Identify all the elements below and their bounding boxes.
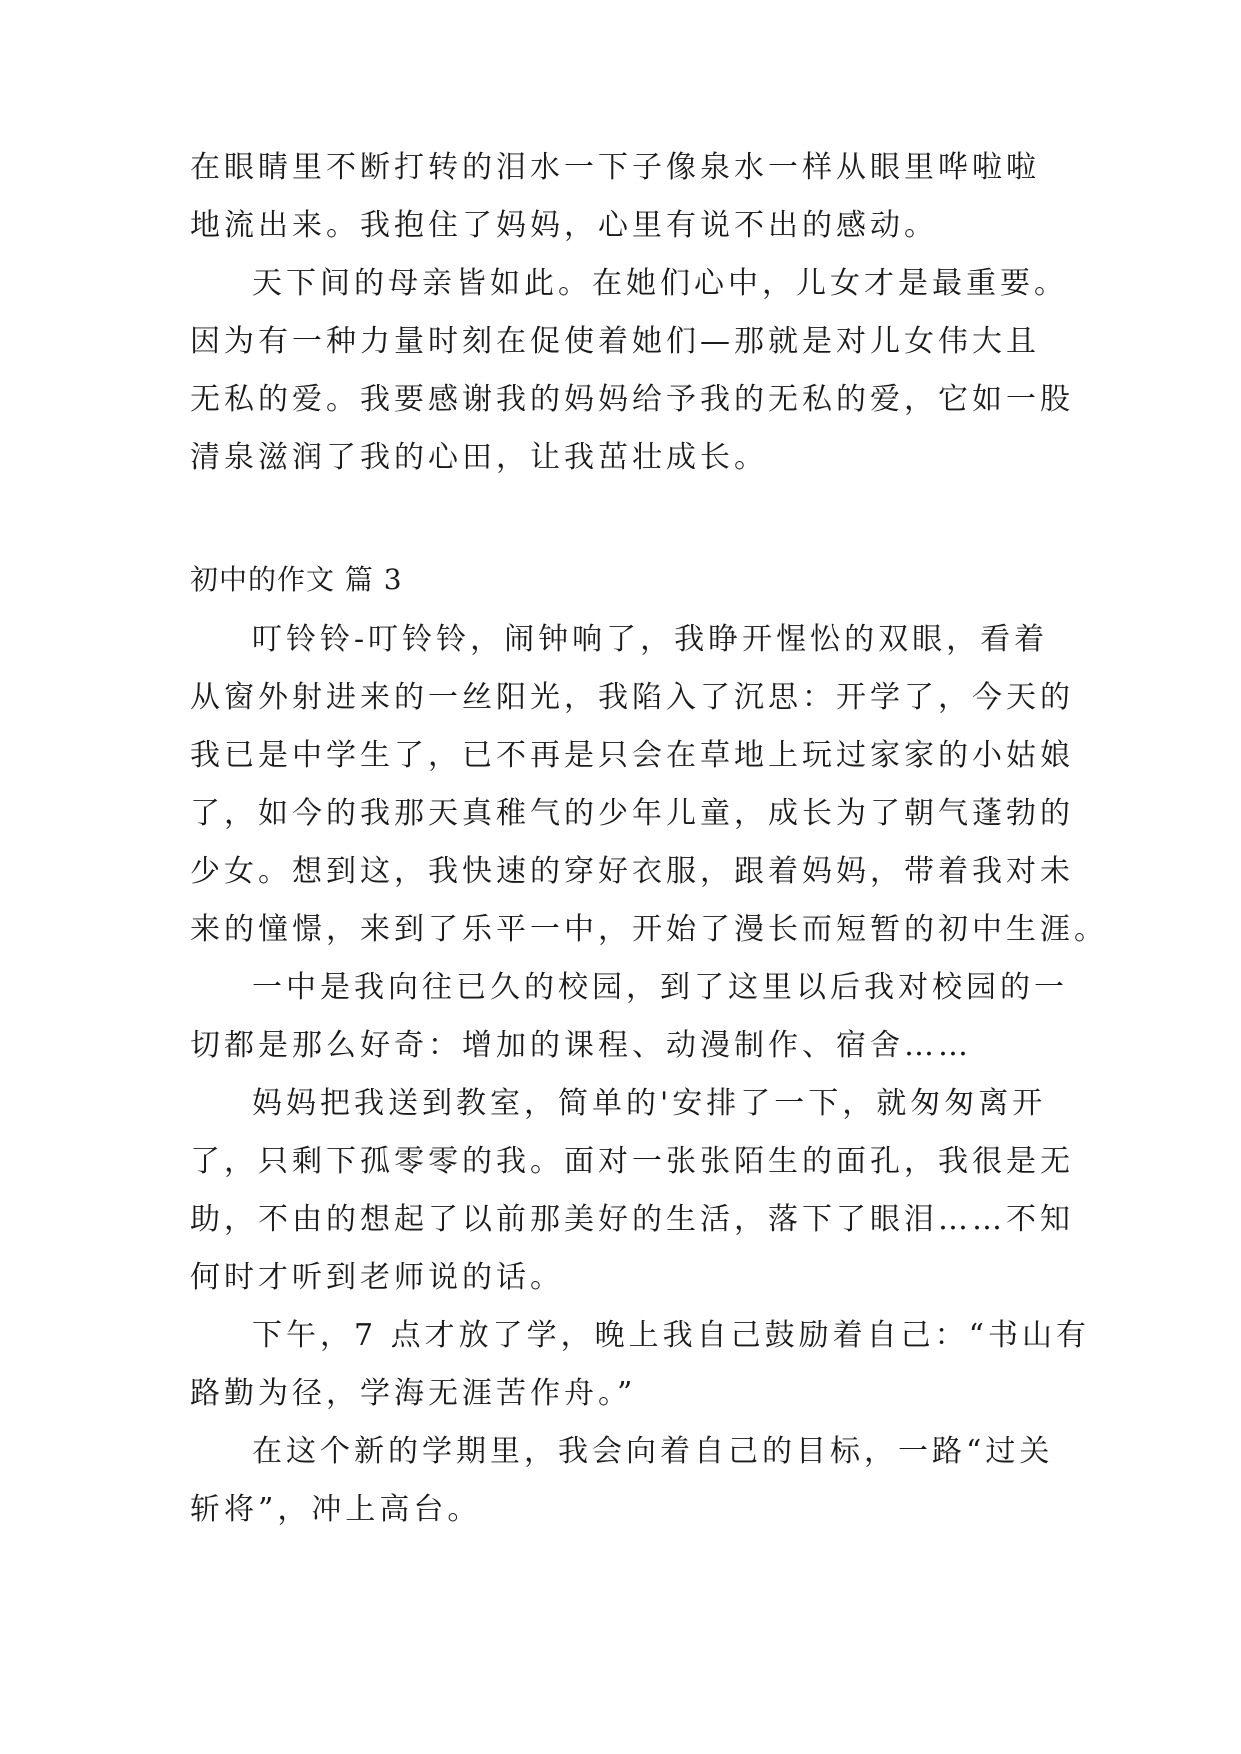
paragraph-line: 助，不由的想起了以前那美好的生活，落下了眼泪……不知: [190, 1202, 1074, 1237]
paragraph-line: 来的憧憬，来到了乐平一中，开始了漫长而短暂的初中生涯。: [190, 912, 1108, 947]
essay-title: 初中的作文 篇 3: [190, 563, 403, 596]
paragraph-line: 了，如今的我那天真稚气的少年儿童，成长为了朝气蓬勃的: [190, 796, 1074, 831]
paragraph-line: 少女。想到这，我快速的穿好衣服，跟着妈妈，带着我对未: [190, 854, 1074, 889]
paragraph-line: 何时才听到老师说的话。: [190, 1260, 564, 1295]
paragraph-line: 从窗外射进来的一丝阳光，我陷入了沉思：开学了，今天的: [190, 680, 1074, 715]
paragraph-line: 在这个新的学期里，我会向着自己的目标，一路“过关: [252, 1434, 1054, 1469]
paragraph-line: 地流出来。我抱住了妈妈，心里有说不出的感动。: [190, 208, 938, 243]
paragraph-line: 因为有一种力量时刻在促使着她们—那就是对儿女伟大且: [190, 324, 1040, 359]
paragraph-line: 路勤为径，学海无涯苦作舟。”: [190, 1376, 637, 1411]
paragraph-line: 了，只剩下孤零零的我。面对一张张陌生的面孔，我很是无: [190, 1144, 1074, 1179]
paragraph-line: 切都是那么好奇：增加的课程、动漫制作、宿舍……: [190, 1028, 972, 1063]
paragraph-line: 妈妈把我送到教室，简单的'安排了一下，就匆匆离开: [252, 1086, 1047, 1121]
paragraph-line: 下午，7 点才放了学，晚上我自己鼓励着自己：“书山有: [252, 1318, 1090, 1353]
paragraph-line: 一中是我向往已久的校园，到了这里以后我对校园的一: [252, 970, 1068, 1005]
paragraph-line: 叮铃铃-叮铃铃，闹钟响了，我睁开惺忪的双眼，看着: [252, 622, 1049, 657]
paragraph-line: 天下间的母亲皆如此。在她们心中，儿女才是最重要。: [252, 266, 1068, 301]
paragraph-line: 无私的爱。我要感谢我的妈妈给予我的无私的爱，它如一股: [190, 382, 1074, 417]
paragraph-line: 清泉滋润了我的心田，让我茁壮成长。: [190, 440, 768, 475]
paragraph-line: 在眼睛里不断打转的泪水一下子像泉水一样从眼里哗啦啦: [190, 150, 1040, 185]
paragraph-line: 我已是中学生了，已不再是只会在草地上玩过家家的小姑娘: [190, 738, 1074, 773]
paragraph-line: 斩将”，冲上高台。: [190, 1492, 482, 1527]
